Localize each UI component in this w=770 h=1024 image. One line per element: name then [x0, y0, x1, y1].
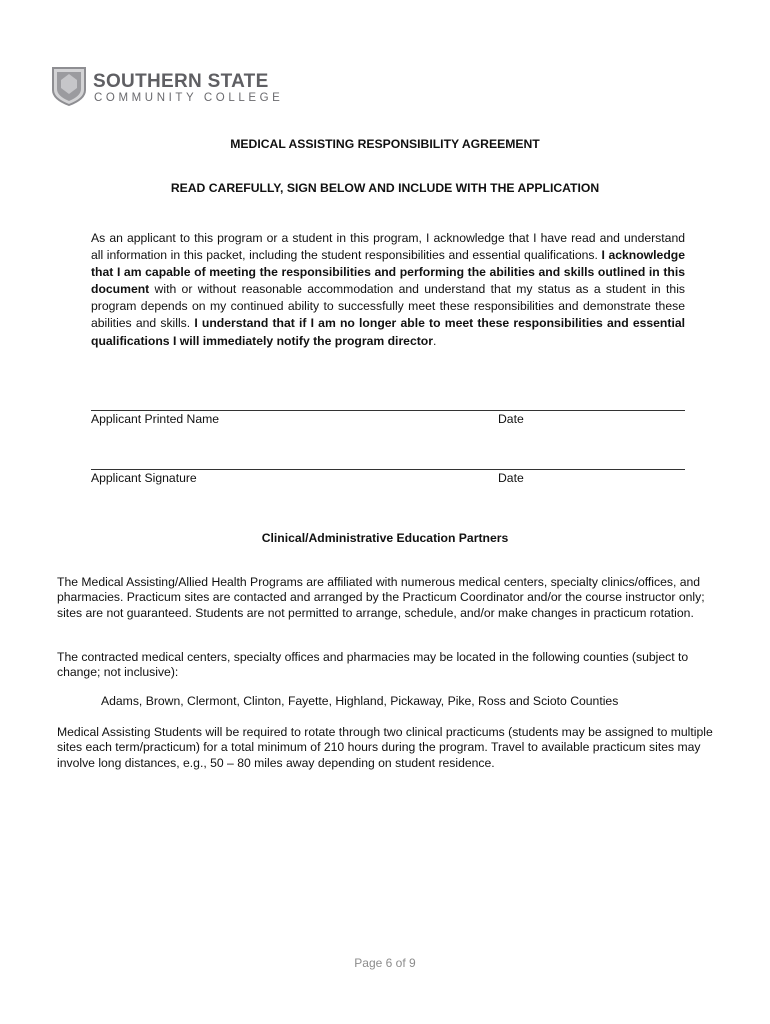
signature-line[interactable] [91, 469, 685, 470]
partners-paragraph-2: The contracted medical centers, specialty offices and pharmacies may be located in the following counties (subject to change; not inclusive): [57, 650, 689, 680]
logo-college-subtitle: COMMUNITY COLLEGE [94, 92, 284, 104]
logo-college-name: SOUTHERN STATE [93, 71, 269, 92]
counties-list: Adams, Brown, Clermont, Clinton, Fayette, Highland, Pickaway, Pike, Ross and Scioto Counties [101, 694, 619, 708]
date-label-2: Date [498, 471, 524, 485]
agreement-text-1: As an applicant to this program or a student in this program, I acknowledge that I have read and understand all information in this packet, including the student responsibilities and essential qualifications. [91, 231, 685, 263]
partners-heading: Clinical/Administrative Education Partners [261, 531, 509, 545]
signature-label: Applicant Signature [91, 471, 197, 485]
document-subtitle: READ CAREFULLY, SIGN BELOW AND INCLUDE WITH THE APPLICATION [170, 181, 600, 195]
agreement-text-2: with or without reasonable accommodation and understand that my status as a student in this program depends on my continued ability to successfully meet these responsibilities and demonstrate these abilities and skills. [91, 282, 685, 331]
shield-icon [52, 66, 86, 106]
printed-name-line[interactable] [91, 410, 685, 411]
date-label-1: Date [498, 412, 524, 426]
agreement-bold-1: I acknowledge that I am capable of meeting the responsibilities and performing the abilities and skills outlined in this document [91, 248, 685, 297]
document-title: MEDICAL ASSISTING RESPONSIBILITY AGREEMENT [230, 137, 540, 151]
agreement-paragraph [91, 230, 685, 350]
partners-paragraph-1: The Medical Assisting/Allied Health Programs are affiliated with numerous medical centers, specialty clinics/offices, and pharmacies. Practicum sites are contacted and arranged by the Practicum Coordinator and/or the course instructor only; sites are not guaranteed. Students are not permitted to arrange, schedule, and/or make changes in practicum rotation. [57, 575, 705, 620]
agreement-bold-2: I understand that if I am no longer able to meet these responsibilities and essential qualifications I will immediately notify the program director [91, 316, 685, 348]
agreement-text-3: . [433, 333, 437, 348]
college-logo [52, 66, 282, 110]
printed-name-label: Applicant Printed Name [91, 412, 220, 426]
page-number: Page 6 of 9 [354, 956, 416, 970]
partners-paragraph-3: Medical Assisting Students will be required to rotate through two clinical practicums (students may be assigned to multiple sites each term/practicum) for a total minimum of 210 hours during the program. Travel to available practicum sites may involve long distances, e.g., 50 – 80 miles away depending on student residence. [57, 725, 713, 770]
